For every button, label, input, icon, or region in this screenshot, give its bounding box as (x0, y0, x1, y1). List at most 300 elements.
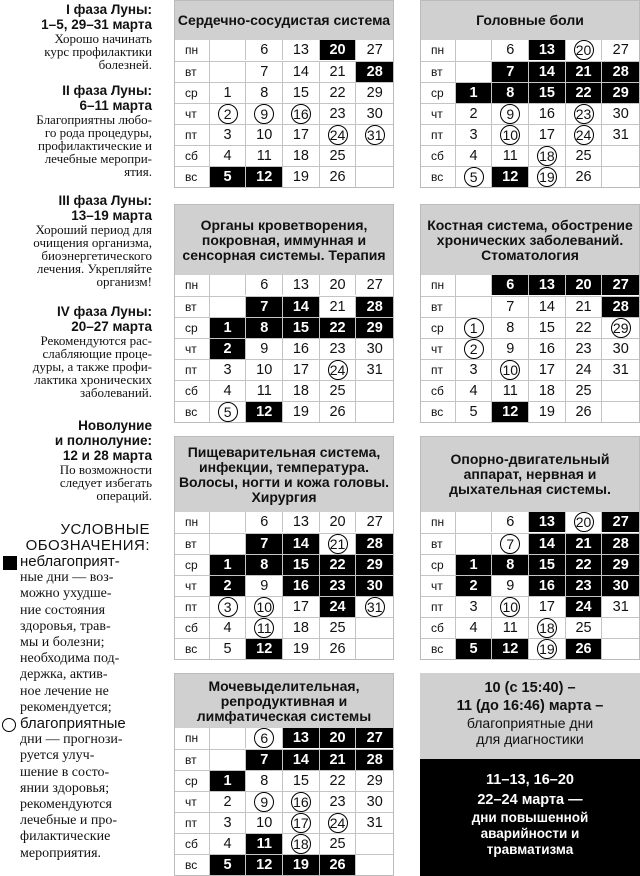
unfavorable-day: 1 (210, 555, 247, 575)
calendar-grid (175, 728, 393, 875)
day-cell: 9 (246, 576, 283, 596)
circle-icon: 24 (328, 125, 348, 145)
day-cell: 3 (456, 125, 493, 145)
calendar-row (175, 317, 393, 338)
calendar-row (421, 638, 639, 659)
unfavorable-day: 20 (320, 728, 357, 748)
phase-2 (0, 83, 152, 178)
weekday-label: вт (175, 750, 210, 770)
circle-icon: 31 (365, 125, 385, 145)
weekday-label: ср (175, 318, 210, 338)
day-cell: 23 (566, 339, 603, 359)
favorable-day (456, 318, 493, 338)
unfavorable-day: 7 (246, 297, 283, 317)
panel-digestive (174, 436, 394, 660)
day-cell: 19 (529, 402, 566, 422)
calendar-grid (175, 275, 393, 422)
phase-dates: и полнолуние: (54, 433, 152, 448)
weekday-label: ср (175, 555, 210, 575)
day-cell: 19 (283, 639, 320, 659)
calendar-row (175, 145, 393, 166)
info-line: благоприятные дни (466, 715, 594, 731)
day-cell: 30 (612, 106, 629, 122)
calendar-row (421, 296, 639, 317)
favorable-day (529, 146, 566, 166)
day-cell: 18 (283, 618, 320, 638)
empty-cell (456, 62, 493, 82)
calendar-row (175, 40, 393, 61)
weekday-label: пн (421, 512, 456, 533)
day-cell: 25 (566, 618, 603, 638)
circle-icon: 23 (574, 104, 594, 124)
unfavorable-day: 1 (456, 555, 493, 575)
unfavorable-day: 28 (602, 297, 639, 317)
weekday-label: пн (175, 40, 210, 61)
day-cell: 11 (492, 381, 529, 401)
calendar-row (421, 82, 639, 103)
calendar-row (421, 554, 639, 575)
empty-cell (210, 62, 247, 82)
day-cell: 29 (366, 85, 383, 101)
unfavorable-day: 14 (529, 62, 566, 82)
calendar-row (175, 728, 393, 749)
phase-text: По возможности следует избегать операций. (59, 462, 152, 503)
empty-cell (602, 618, 639, 638)
day-cell: 25 (320, 381, 357, 401)
panel-skeletal (420, 204, 640, 423)
panel-title: Сердечно-сосудистая система (175, 1, 393, 40)
day-cell: 25 (566, 381, 603, 401)
unfavorable-day: 1 (456, 83, 493, 103)
day-cell: 31 (612, 127, 629, 143)
circle-icon: 29 (611, 318, 631, 338)
empty-cell (356, 381, 393, 401)
legend-unfavorable: неблагоприят- ные дни — воз- можно ухудше- ние состояния здоровья, трав- мы и болезни; необходима под- держка, актив- ное лечение не рекомендуется; (2, 554, 160, 716)
unfavorable-day: 8 (492, 555, 529, 575)
black-square-icon (3, 556, 17, 570)
circle-icon: 31 (365, 597, 385, 617)
calendar-row (175, 296, 393, 317)
day-cell: 27 (366, 514, 383, 530)
day-cell: 10 (246, 813, 283, 833)
circle-icon: 1 (464, 318, 484, 338)
day-cell: 7 (492, 297, 529, 317)
unfavorable-day: 23 (320, 576, 357, 596)
calendar-row (175, 275, 393, 296)
info-line: для диагностики (476, 731, 584, 747)
unfavorable-day: 27 (602, 512, 639, 532)
panel-musculoskeletal (420, 436, 640, 660)
unfavorable-day: 5 (210, 855, 247, 875)
phase-dates: 13–19 марта (71, 208, 152, 223)
favorable-day (492, 360, 529, 380)
day-cell: 4 (210, 381, 247, 401)
day-cell: 11 (246, 381, 283, 401)
calendar-row (175, 166, 393, 187)
day-cell: 17 (283, 125, 320, 145)
empty-cell (456, 534, 493, 554)
day-cell: 22 (566, 318, 603, 338)
unfavorable-day: 28 (356, 297, 393, 317)
unfavorable-day: 6 (492, 275, 529, 295)
day-cell: 21 (566, 297, 603, 317)
day-cell: 21 (320, 297, 357, 317)
day-cell: 17 (283, 360, 320, 380)
empty-cell (210, 512, 247, 532)
weekday-label: вт (175, 534, 210, 554)
weekday-label: чт (421, 104, 456, 124)
phase-title: II фаза Луны: (62, 83, 152, 98)
info-line: аварийности и (480, 826, 580, 841)
unfavorable-day: 24 (566, 597, 603, 617)
phase-title: I фаза Луны: (66, 2, 152, 17)
day-cell: 10 (246, 125, 283, 145)
favorable-day (492, 597, 529, 617)
circle-icon: 24 (574, 125, 594, 145)
phase-title: III фаза Луны: (58, 193, 152, 208)
calendar-row (175, 617, 393, 638)
circle-icon: 24 (328, 360, 348, 380)
favorable-day (246, 597, 283, 617)
weekday-label: ср (421, 83, 456, 103)
day-cell: 30 (612, 341, 629, 357)
day-cell: 21 (320, 62, 357, 82)
day-cell: 22 (320, 771, 357, 791)
unfavorable-day: 15 (529, 555, 566, 575)
day-cell: 30 (366, 341, 383, 357)
unfavorable-day: 16 (283, 576, 320, 596)
unfavorable-day: 11 (246, 834, 283, 854)
day-cell: 17 (529, 125, 566, 145)
day-cell: 25 (320, 146, 357, 166)
favorable-day (566, 40, 603, 60)
unfavorable-day: 22 (566, 555, 603, 575)
day-cell: 25 (320, 618, 357, 638)
day-cell: 2 (456, 104, 493, 124)
circle-icon: 16 (291, 792, 311, 812)
circle-icon: 18 (291, 834, 311, 854)
weekday-label: пн (175, 512, 210, 533)
unfavorable-day: 15 (529, 83, 566, 103)
calendar-grid (175, 40, 393, 187)
favorable-day (320, 125, 357, 145)
unfavorable-day: 27 (602, 275, 639, 295)
info-line: травматизма (486, 842, 574, 857)
day-cell: 4 (210, 834, 247, 854)
day-cell: 13 (283, 275, 320, 295)
unfavorable-day: 13 (283, 728, 320, 748)
day-cell: 15 (283, 83, 320, 103)
circle-icon: 16 (291, 104, 311, 124)
day-cell: 10 (246, 360, 283, 380)
unfavorable-day: 14 (283, 534, 320, 554)
circle-icon: 19 (537, 167, 557, 187)
unfavorable-day: 12 (492, 402, 529, 422)
unfavorable-day: 8 (246, 555, 283, 575)
day-cell: 31 (612, 362, 629, 378)
day-cell: 4 (456, 381, 493, 401)
favorable-day (210, 104, 247, 124)
day-cell: 6 (246, 40, 283, 60)
info-line: дни повышенной (471, 810, 589, 825)
weekday-label: пн (421, 275, 456, 296)
unfavorable-day: 21 (566, 62, 603, 82)
circle-icon: 7 (500, 534, 520, 554)
day-cell: 30 (366, 794, 383, 810)
day-cell: 6 (492, 512, 529, 532)
unfavorable-day: 21 (320, 750, 357, 770)
day-cell: 23 (320, 792, 357, 812)
diagnostics-info (420, 673, 640, 759)
unfavorable-day: 2 (456, 576, 493, 596)
day-cell: 16 (529, 339, 566, 359)
weekday-label: пт (175, 360, 210, 380)
weekday-label: вс (175, 402, 210, 422)
weekday-label: чт (175, 104, 210, 124)
weekday-label: пн (421, 40, 456, 61)
unfavorable-day: 12 (246, 402, 283, 422)
calendar-grid (421, 275, 639, 422)
day-cell: 6 (246, 512, 283, 532)
favorable-day (456, 167, 493, 187)
panel-cardiovascular (174, 0, 394, 188)
weekday-label: пт (421, 597, 456, 617)
day-cell: 9 (492, 339, 529, 359)
phase-4 (0, 304, 152, 399)
circle-icon: 6 (254, 728, 274, 748)
unfavorable-day: 28 (602, 62, 639, 82)
circle-icon: 18 (537, 146, 557, 166)
calendar-row (175, 638, 393, 659)
phase-text: Хороший период для очищения организма, биоэнергетического лечения. Укрепляйте организм! (33, 222, 152, 289)
unfavorable-day: 1 (210, 771, 247, 791)
phase-title: IV фаза Луны: (57, 304, 152, 319)
weekday-label: пт (175, 597, 210, 617)
day-cell: 31 (366, 815, 383, 831)
day-cell: 18 (529, 381, 566, 401)
weekday-label: вс (421, 167, 456, 187)
calendar-row (175, 124, 393, 145)
unfavorable-day: 13 (529, 512, 566, 532)
favorable-day (566, 125, 603, 145)
day-cell: 11 (246, 146, 283, 166)
empty-cell (602, 402, 639, 422)
day-cell: 24 (566, 360, 603, 380)
day-cell: 18 (283, 381, 320, 401)
day-cell: 16 (529, 104, 566, 124)
calendar-row (421, 124, 639, 145)
info-line: 10 (с 15:40) – (484, 680, 576, 696)
calendar-row (175, 401, 393, 422)
weekday-label: вт (175, 62, 210, 82)
day-cell: 22 (320, 83, 357, 103)
calendar-row (175, 833, 393, 854)
circle-icon: 5 (218, 402, 238, 422)
unfavorable-day: 27 (356, 728, 393, 748)
weekday-label: вт (421, 534, 456, 554)
calendar-row (421, 40, 639, 61)
weekday-label: вс (421, 402, 456, 422)
unfavorable-day: 22 (320, 318, 357, 338)
legend (2, 522, 160, 862)
phase-dates: 1–5, 29–31 марта (41, 17, 152, 32)
calendar-row (421, 61, 639, 82)
circle-icon: 11 (254, 618, 274, 638)
phase-dates: 6–11 марта (79, 98, 152, 113)
day-cell: 4 (456, 146, 493, 166)
empty-cell (210, 728, 247, 748)
phase-title: Новолуние (78, 418, 152, 433)
info-line: 22–24 марта — (477, 792, 583, 808)
day-cell: 25 (320, 834, 357, 854)
day-cell: 8 (246, 83, 283, 103)
favorable-day (566, 104, 603, 124)
day-cell: 27 (366, 277, 383, 293)
unfavorable-day: 26 (566, 639, 603, 659)
day-cell: 7 (246, 62, 283, 82)
weekday-label: сб (175, 618, 210, 638)
favorable-day (356, 597, 393, 617)
circle-icon: 17 (291, 813, 311, 833)
day-cell: 31 (366, 362, 383, 378)
calendar-row (421, 401, 639, 422)
empty-cell (356, 167, 393, 187)
unfavorable-day: 5 (456, 639, 493, 659)
panel-title: Органы кроветворения, покровная, иммунная и сенсорная системы. Терапия (175, 205, 393, 275)
calendar-row (175, 749, 393, 770)
day-cell: 11 (492, 146, 529, 166)
weekday-label: пт (421, 360, 456, 380)
unfavorable-day: 29 (602, 555, 639, 575)
day-cell: 4 (456, 618, 493, 638)
phase-new-full-moon (0, 418, 152, 502)
calendar-row (175, 812, 393, 833)
circle-icon: 9 (254, 792, 274, 812)
favorable-day (283, 792, 320, 812)
favorable-day (492, 104, 529, 124)
weekday-label: ср (175, 771, 210, 791)
day-cell: 30 (366, 106, 383, 122)
legend-title: УСЛОВНЫЕ ОБОЗНАЧЕНИЯ: (25, 521, 150, 554)
unfavorable-day: 29 (356, 555, 393, 575)
unfavorable-day: 13 (529, 275, 566, 295)
unfavorable-day: 12 (246, 167, 283, 187)
favorable-day (246, 728, 283, 748)
calendar-row (175, 359, 393, 380)
weekday-label: сб (175, 146, 210, 166)
empty-cell (356, 618, 393, 638)
day-cell: 23 (320, 104, 357, 124)
empty-cell (602, 639, 639, 659)
weekday-label: вс (421, 639, 456, 659)
unfavorable-day: 15 (283, 555, 320, 575)
day-cell: 13 (283, 40, 320, 60)
favorable-day (210, 597, 247, 617)
calendar-row (175, 338, 393, 359)
day-cell: 1 (210, 83, 247, 103)
weekday-label: ср (421, 318, 456, 338)
day-cell: 27 (366, 42, 383, 58)
calendar-row (175, 61, 393, 82)
favorable-day (456, 339, 493, 359)
calendar-row (175, 512, 393, 533)
favorable-day (529, 167, 566, 187)
circle-icon: 3 (218, 597, 238, 617)
day-cell: 17 (529, 597, 566, 617)
unfavorable-day: 7 (246, 534, 283, 554)
circle-icon: 10 (254, 597, 274, 617)
unfavorable-day: 7 (492, 62, 529, 82)
weekday-label: ср (421, 555, 456, 575)
weekday-label: чт (421, 339, 456, 359)
calendar-grid (175, 512, 393, 659)
unfavorable-day: 22 (566, 83, 603, 103)
weekday-label: ср (175, 83, 210, 103)
calendar-row (175, 791, 393, 812)
phase-text: Рекомендуются рас- слабляющие проце- дуры, а также профи- лактика хронических заболеваний. (32, 333, 152, 400)
favorable-day (492, 534, 529, 554)
circle-icon: 18 (537, 618, 557, 638)
calendar-row (175, 554, 393, 575)
weekday-label: пт (175, 125, 210, 145)
unfavorable-day: 28 (356, 534, 393, 554)
circle-icon: 10 (500, 597, 520, 617)
phase-text: Благоприятны любо- го рода процедуры, профилактические и лечебные меропри- ятия. (36, 112, 152, 179)
panel-title: Головные боли (421, 1, 639, 40)
favorable-day (320, 813, 357, 833)
unfavorable-day: 16 (529, 576, 566, 596)
weekday-label: чт (421, 576, 456, 596)
weekday-label: вс (175, 639, 210, 659)
day-cell: 26 (320, 167, 357, 187)
weekday-label: пн (175, 728, 210, 749)
favorable-day (356, 125, 393, 145)
favorable-day (283, 813, 320, 833)
empty-cell (210, 750, 247, 770)
unfavorable-day: 20 (320, 40, 357, 60)
circle-icon: 20 (574, 512, 594, 532)
day-cell: 20 (320, 275, 357, 295)
day-cell: 5 (210, 639, 247, 659)
unfavorable-day: 12 (492, 639, 529, 659)
favorable-day (246, 618, 283, 638)
empty-cell (456, 40, 493, 60)
empty-cell (456, 297, 493, 317)
day-cell: 19 (283, 167, 320, 187)
unfavorable-day: 15 (283, 318, 320, 338)
empty-cell (456, 275, 493, 295)
day-cell: 14 (283, 62, 320, 82)
circle-icon: 2 (464, 339, 484, 359)
calendar-grid (421, 40, 639, 187)
favorable-day (320, 360, 357, 380)
calendar-row (175, 380, 393, 401)
circle-icon: 9 (254, 104, 274, 124)
unfavorable-day: 12 (246, 855, 283, 875)
phase-dates: 20–27 марта (71, 319, 152, 334)
day-cell: 8 (492, 318, 529, 338)
empty-cell (356, 834, 393, 854)
unfavorable-day: 2 (210, 339, 247, 359)
circle-icon: 5 (464, 167, 484, 187)
day-cell: 9 (492, 576, 529, 596)
unfavorable-day: 21 (566, 534, 603, 554)
calendar-row (175, 596, 393, 617)
calendar-row (421, 166, 639, 187)
info-line: 11 (до 16:46) марта – (456, 698, 604, 714)
circle-icon: 2 (218, 104, 238, 124)
circle-icon: 19 (537, 639, 557, 659)
